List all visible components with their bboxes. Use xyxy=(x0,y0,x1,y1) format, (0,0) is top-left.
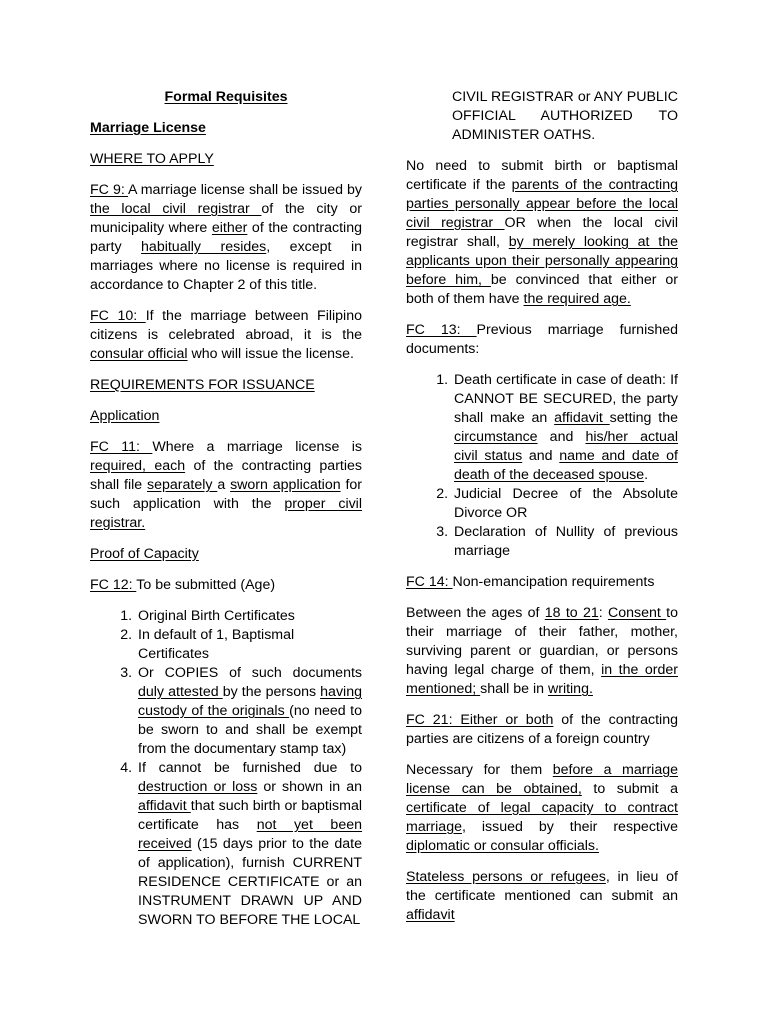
stateless-paragraph: Stateless persons or refugees, in lieu of the certificate mentioned can submit an affidavit xyxy=(406,869,678,923)
list-item: 4. If cannot be furnished due to destruction or loss or shown in an affidavit that such birth or baptismal certificate has not yet been received (15 days prior to the date of application), furnish CURRENT RESIDENCE CERTIFICATE or an INSTRUMENT DRAWN UP AND SWORN TO BEFORE THE LOCAL xyxy=(136,759,362,930)
fc11-paragraph: FC 11: Where a marriage license is required, each of the contracting parties shall file separately a sworn application for such application with the proper civil registrar. xyxy=(90,439,363,531)
between-ages-paragraph: Between the ages of 18 to 21: Consent to their marriage of their father, mother, surviving parent or guardian, or persons having legal charge of them, in the order mentioned; shall be in writing. xyxy=(406,605,678,697)
list-item: 1. Death certificate in case of death: If CANNOT BE SECURED, the party shall make an affidavit setting the circumstance and his/her actual civil status and name and date of death of the deceased spouse. xyxy=(452,371,678,485)
fc12-paragraph: FC 12: To be submitted (Age) xyxy=(90,577,276,593)
left-column xyxy=(90,88,362,942)
list-item: 1. Original Birth Certificates xyxy=(136,607,362,626)
fc21-paragraph: FC 21: Either or both of the contracting parties are citizens of a foreign country xyxy=(406,712,678,747)
list-continuation: CIVIL REGISTRAR or ANY PUBLIC OFFICIAL AUTHORIZED TO ADMINISTER OATHS. xyxy=(452,89,678,143)
list-item: 3. Or COPIES of such documents duly attested by the persons having custody of the originals (no need to be sworn to and shall be exempt from the documentary stamp tax) xyxy=(136,664,362,759)
heading-where-to-apply: WHERE TO APPLY xyxy=(90,151,214,167)
list-item: 3. Declaration of Nullity of previous marriage xyxy=(452,523,678,561)
fc13-paragraph: FC 13: Previous marriage furnished documents: xyxy=(406,322,678,357)
fc9-paragraph: FC 9: A marriage license shall be issued by the local civil registrar of the city or municipality where either of the contracting party habitually resides, except in marriages where no license is required in accordance to Chapter 2 of this title. xyxy=(90,182,363,293)
heading-proof-of-capacity: Proof of Capacity xyxy=(90,546,199,562)
page-title: Formal Requisites xyxy=(164,89,288,105)
fc13-list xyxy=(406,371,678,561)
list-item: 2. In default of 1, Baptismal Certificates xyxy=(136,626,362,664)
fc14-paragraph: FC 14: Non-emancipation requirements xyxy=(406,574,655,590)
right-column xyxy=(406,88,678,937)
list-item: 2. Judicial Decree of the Absolute Divorce OR xyxy=(452,485,678,523)
fc10-paragraph: FC 10: If the marriage between Filipino citizens is celebrated abroad, it is the consular official who will issue the license. xyxy=(90,308,362,362)
heading-marriage-license: Marriage License xyxy=(90,120,206,136)
necessary-paragraph: Necessary for them before a marriage license can be obtained, to submit a certificate of legal capacity to contract marriage, issued by their respective diplomatic or consular officials. xyxy=(406,762,678,854)
heading-requirements: REQUIREMENTS FOR ISSUANCE xyxy=(90,377,315,393)
no-need-paragraph: No need to submit birth or baptismal certificate if the parents of the contracting parties personally appear before the local civil registrar OR when the local civil registrar shall, by merely looking at the applicants upon their personally appearing before him, be convinced that either or both of them have the required age. xyxy=(406,158,679,307)
fc12-list xyxy=(90,607,362,930)
heading-application: Application xyxy=(90,408,160,424)
